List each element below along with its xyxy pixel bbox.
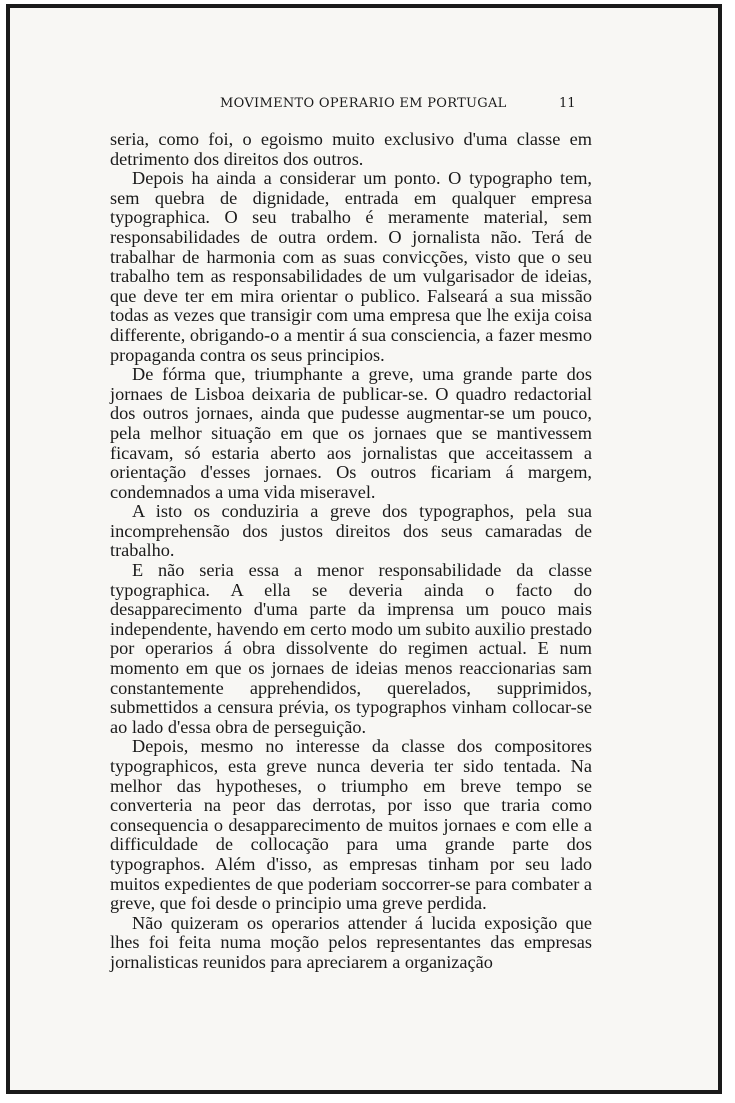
- paragraph-continuation: seria, como foi, o egoismo muito exclusivo d'uma classe em detrimento dos direitos dos outros.: [110, 129, 592, 169]
- paragraph: Depois, mesmo no interesse da classe dos compositores typographicos, esta greve nunca deveria ter sido tentada. Na melhor das hypotheses, o triumpho em breve tempo se converteria na peor das derrotas, por isso que traria como consequencia o desapparecimento de muitos jornaes e com elle a difficuldade de collocação para uma grande parte dos typographos. Além d'isso, as empresas tinham por seu lado muitos expedientes de que poderiam soccorrer-se para combater a greve, que foi desde o principio uma greve perdida.: [110, 736, 592, 914]
- paragraph: A isto os conduziria a greve dos typographos, pela sua incomprehensão dos justos direitos dos seus camaradas de trabalho.: [110, 501, 592, 561]
- running-title: MOVIMENTO OPERARIO EM PORTUGAL: [220, 96, 507, 111]
- body-text: [110, 130, 592, 973]
- book-page: [6, 4, 722, 1094]
- paragraph: Não quizeram os operarios attender á lucida exposição que lhes foi feita numa moção pelos representantes das empresas jornalisticas reunidos para apreciarem a organização: [110, 912, 592, 972]
- page-number: 11: [559, 96, 576, 111]
- paragraph: De fórma que, triumphante a greve, uma grande parte dos jornaes de Lisboa deixaria de publicar-se. O quadro redactorial dos outros jornaes, ainda que pudesse augmentar-se um pouco, pela melhor situação em que os jornaes que se mantivessem ficavam, só estaria aberto aos jornalistas que acceitassem a orientação d'esses jornaes. Os outros ficariam á margem, condemnados a uma vida miseravel.: [110, 364, 592, 502]
- page-header: [10, 96, 718, 116]
- paragraph: Depois ha ainda a considerar um ponto. O typographo tem, sem quebra de dignidade, entrada em qualquer empresa typographica. O seu trabalho é meramente material, sem responsabilidades de outra ordem. O jornalista não. Terá de trabalhar de harmonia com as suas convicções, visto que o seu trabalho tem as responsabilidades de um vulgarisador de ideias, que deve ter em mira orientar o publico. Falseará a sua missão todas as vezes que transigir com uma empresa que lhe exija coisa differente, obrigando-o a mentir á sua consciencia, a fazer mesmo propaganda contra os seus principios.: [110, 168, 592, 365]
- paragraph: E não seria essa a menor responsabilidade da classe typographica. A ella se deveria ainda o facto do desapparecimento d'uma parte da imprensa um pouco mais independente, havendo em certo modo um subito auxilio prestado por operarios á obra dissolvente do regimen actual. E num momento em que os jornaes de ideias menos reaccionarias sam constantemente apprehendidos, querelados, supprimidos, submettidos a censura prévia, os typographos vinham collocar-se ao lado d'essa obra de perseguição.: [110, 560, 592, 737]
